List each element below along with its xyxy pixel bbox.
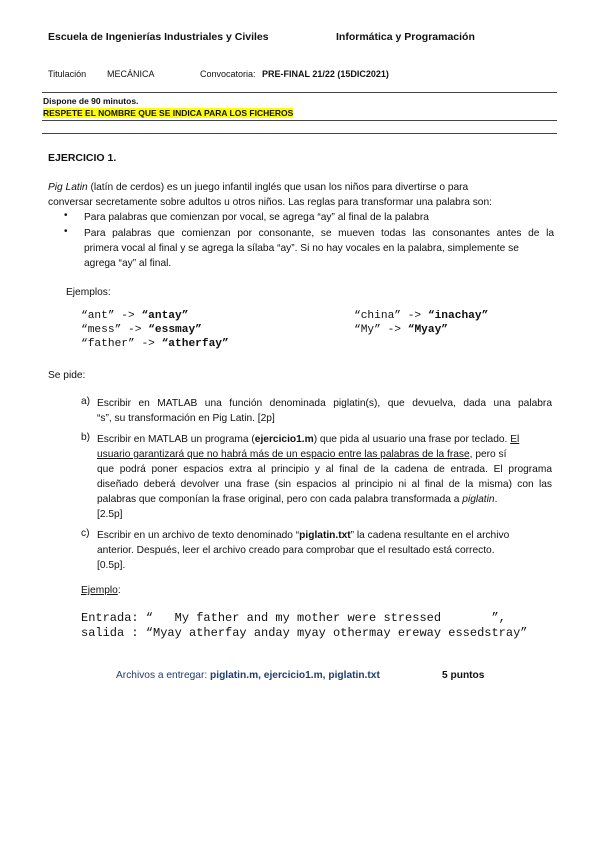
header-divider-bottom <box>42 133 557 134</box>
intro-term: Pig Latin <box>48 182 88 193</box>
titulacion-value: MECÁNICA <box>107 69 155 79</box>
item-b-line-6: [2.5p] <box>97 509 123 520</box>
item-c-line-2: anterior. Después, leer el archivo creado para comprobar que el resultado está correcto. <box>97 545 495 556</box>
bullet-2-line-2: primera vocal al final y se agrega la sílaba “ay”. Si no hay vocales en la palabra, simplemente se <box>84 243 519 254</box>
item-b-line-5: palabras que componían la frase original, pero con cada palabra transformada a piglatin. <box>97 494 498 505</box>
bullet-dot: • <box>64 210 68 221</box>
school-name: Escuela de Ingenierías Industriales y Civiles <box>48 31 269 43</box>
bullet-2-line-3: agrega “ay” al final. <box>84 258 172 269</box>
deliverables-line <box>116 670 380 681</box>
item-b-line-1: Escribir en MATLAB un programa (ejercicio1.m) que pida al usuario una frase por teclado. El <box>97 434 520 445</box>
bullet-dot: • <box>64 226 68 237</box>
bullet-1: Para palabras que comienzan por vocal, se agrega “ay” al final de la palabra <box>84 212 429 223</box>
ejemplo-entrada: Entrada: “ My father and my mother were stressed ”, <box>81 611 506 625</box>
se-pide-label: Se pide: <box>48 370 86 381</box>
example-row: “My” -> “Myay” <box>354 324 449 336</box>
example-row: “father” -> “atherfay” <box>81 338 229 350</box>
item-c-letter: c) <box>81 528 90 539</box>
item-a-letter: a) <box>81 396 91 407</box>
titulacion-label: Titulación <box>48 69 87 79</box>
header-divider-mid <box>42 120 557 121</box>
item-c-line-3: [0.5p]. <box>97 560 126 571</box>
item-c-line-1: Escribir en un archivo de texto denominado “piglatin.txt” la cadena resultante en el archivo <box>97 530 510 541</box>
example-row: “ant” -> “antay” <box>81 310 189 322</box>
example-row: “mess” -> “essmay” <box>81 324 202 336</box>
example-row: “china” -> “inachay” <box>354 310 489 322</box>
item-b-line-3: que podrá poner espacios extra al principio y al final de la cadena de entrada. El programa <box>97 464 552 475</box>
item-a-line-1: Escribir en MATLAB una función denominada piglatin(s), que devuelva, dada una palabra <box>97 398 552 409</box>
points-label: 5 puntos <box>442 670 485 681</box>
subject-name: Informática y Programación <box>336 31 475 43</box>
deliverables-files: piglatin.m, ejercicio1.m, piglatin.txt <box>210 670 380 681</box>
time-note: Dispone de 90 minutos. <box>43 96 139 106</box>
examples-label: Ejemplos: <box>66 287 111 298</box>
header-divider-top <box>42 92 557 93</box>
convocatoria-label: Convocatoria: <box>200 69 256 79</box>
ejemplo-salida: salida : “Myay atherfay anday myay othermay ereway essedstray” <box>81 626 528 640</box>
intro-line-1: Pig Latin (latín de cerdos) es un juego infantil inglés que usan los niños para divertirse o para <box>48 182 469 193</box>
bullet-2-line-1: Para palabras que comienzan por consonante, se mueven todas las consonantes antes de la <box>84 228 554 239</box>
convocatoria-value: PRE-FINAL 21/22 (15DIC2021) <box>262 69 389 79</box>
item-a-line-2: “s”, su transformación en Pig Latin. [2p] <box>97 413 275 424</box>
intro-line-2: conversar secretamente sobre adultos u otros niños. Las reglas para transformar una palabra son: <box>48 197 492 208</box>
file-warning: RESPETE EL NOMBRE QUE SE INDICA PARA LOS FICHEROS <box>43 108 294 118</box>
item-b-letter: b) <box>81 432 91 443</box>
item-b-line-2: usuario garantizará que no habrá más de un espacio entre las palabras de la frase, pero sí <box>97 449 507 460</box>
exercise-title: EJERCICIO 1. <box>48 152 117 164</box>
item-b-line-4: diseñado deberá devolver una frase (sin espacios al principio ni al final de la misma) con las <box>97 479 552 490</box>
ejemplo-label: Ejemplo: <box>81 585 121 596</box>
deliverables-label: Archivos a entregar: <box>116 670 208 681</box>
